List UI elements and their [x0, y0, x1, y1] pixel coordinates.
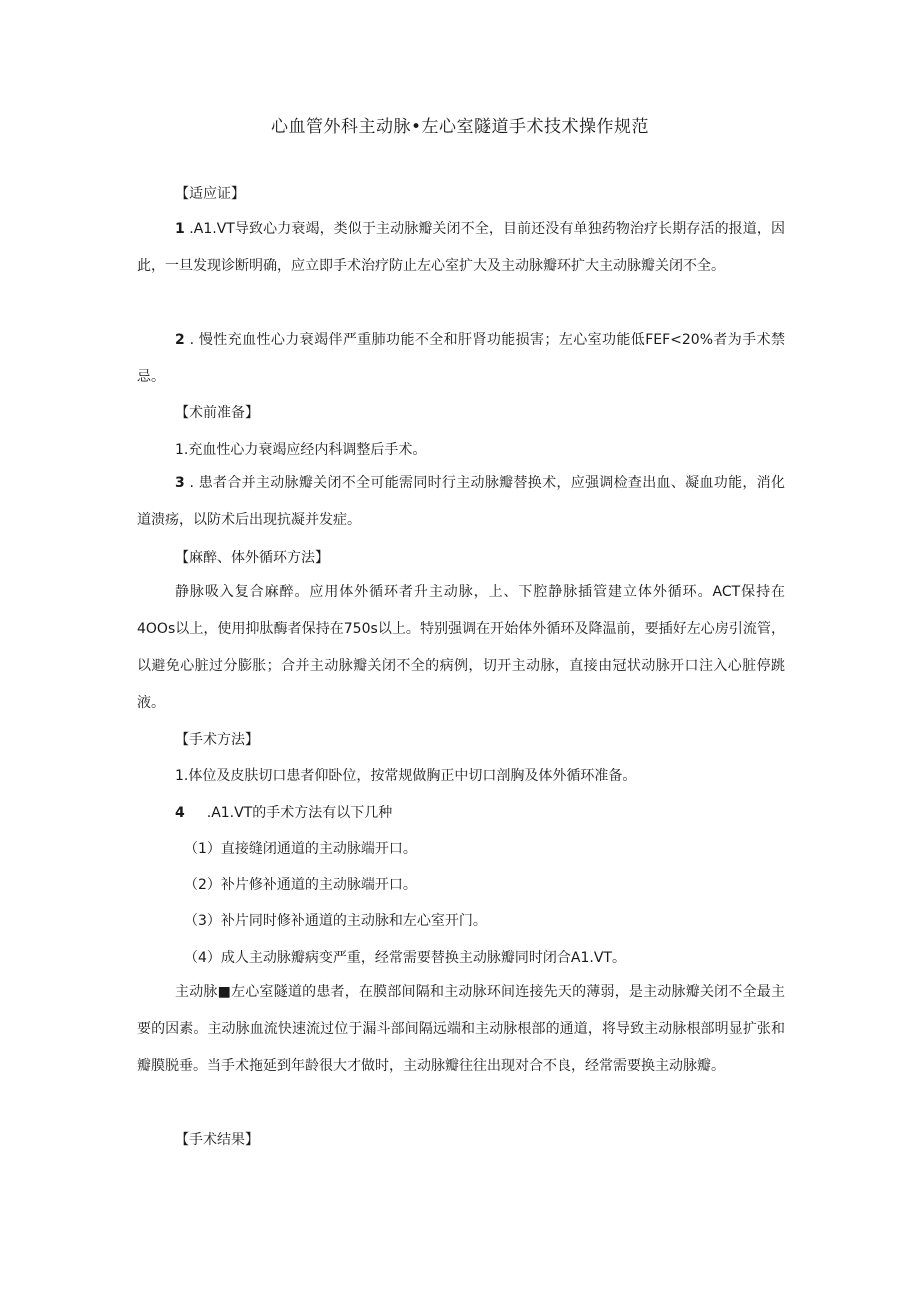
method-sub-4: （4）成人主动脉瓣病变严重，经常需要替换主动脉瓣同时闭合A1.VT。: [184, 950, 626, 966]
anesthesia-paragraph: 静脉吸入复合麻醉。应用体外循环者升主动脉，上、下腔静脉插管建立体外循环。ACT保持在4OOs以上，使用抑肽酶者保持在750s以上。特别强调在开始体外循环及降温前，要插好左心房引流管，以避免心脏过分膨胀；合并主动脉瓣关闭不全的病例，切开主动脉，直接由冠状动脉开口注入心脏停跳液。: [137, 584, 785, 711]
preop-item-3-number: 3: [175, 475, 185, 491]
indication-item-1: [137, 211, 785, 285]
method-sub-3: （3）补片同时修补通道的主动脉和左心室开门。: [184, 913, 487, 929]
method-sub-1: （1）直接缝闭通道的主动脉端开口。: [184, 841, 417, 857]
section-heading-anesthesia: 【麻醉、体外循环方法】: [175, 550, 329, 566]
method-item-4: [175, 802, 392, 822]
section-heading-method: 【手术方法】: [175, 732, 259, 748]
preop-item-3-text: . 患者合并主动脉瓣关闭不全可能需同时行主动脉瓣替换术，应强调检查出血、凝血功能，消化道溃疡，以防术后出现抗凝并发症。: [137, 475, 785, 528]
method-note-paragraph: 主动脉■左心室隧道的患者，在膜部间隔和主动脉环间连接先天的薄弱，是主动脉瓣关闭不全最主要的因素。主动脉血流快速流过位于漏斗部间隔远端和主动脉根部的通道，将导致主动脉根部明显扩张和瓣膜脱垂。当手术拖延到年龄很大才做时，主动脉瓣往往出现对合不良，经常需要换主动脉瓣。: [137, 984, 785, 1074]
method-item-4-number: 4: [175, 805, 185, 821]
preop-item-3: [137, 465, 785, 539]
section-heading-results: 【手术结果】: [175, 1132, 259, 1148]
indication-item-2-text: . 慢性充血性心力衰竭伴严重肺功能不全和肝肾功能损害；左心室功能低FEF<20%者为手术禁忌。: [137, 332, 785, 385]
section-heading-indications: 【适应证】: [175, 186, 245, 202]
indication-item-2: [137, 322, 785, 396]
indication-item-2-number: 2: [175, 332, 185, 348]
method-item-4-text: .A1.VT的手术方法有以下几种: [206, 805, 393, 821]
indication-item-1-number: 1: [175, 221, 185, 237]
method-sub-2: （2）补片修补通道的主动脉端开口。: [184, 877, 417, 893]
indication-item-1-text: .A1.VT导致心力衰竭，类似于主动脉瓣关闭不全，目前还没有单独药物治疗长期存活的报道，因此，一旦发现诊断明确，应立即手术治疗防止左心室扩大及主动脉瓣环扩大主动脉瓣关闭不全。: [137, 221, 785, 274]
preop-item-1: 1.充血性心力衰竭应经内科调整后手术。: [175, 442, 427, 458]
method-item-1: 1.体位及皮肤切口患者仰卧位，按常规做胸正中切口剖胸及体外循环准备。: [175, 768, 637, 784]
section-heading-preop: 【术前准备】: [175, 405, 259, 421]
document-title: 心血管外科主动脉•左心室隧道手术技术操作规范: [270, 117, 650, 137]
